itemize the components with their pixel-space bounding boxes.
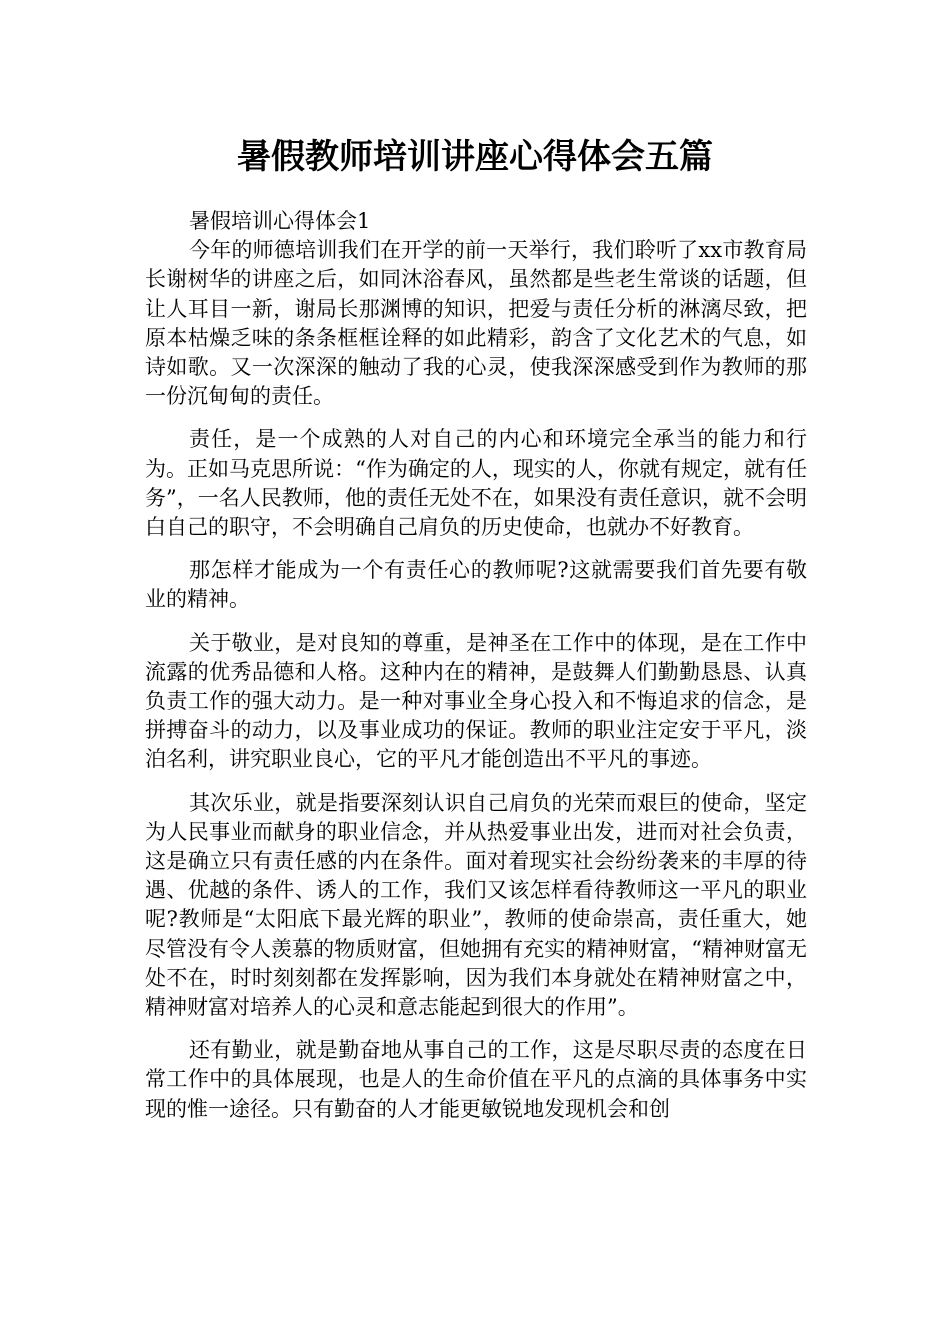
paragraph-6: 还有勤业，就是勤奋地从事自己的工作，这是尽职尽责的态度在日常工作中的具体展现，也是人的生命价值在平凡的点滴的具体事务中实现的惟一途径。只有勤奋的人才能更敏锐地发现机会和创	[145, 1038, 807, 1121]
paragraph-3: 那怎样才能成为一个有责任心的教师呢?这就需要我们首先要有敬业的精神。	[145, 558, 807, 612]
paragraph-1: 今年的师德培训我们在开学的前一天举行，我们聆听了xx市教育局长谢树华的讲座之后，如同沐浴春风，虽然都是些老生常谈的话题，但让人耳目一新，谢局长那渊博的知识，把爱与责任分析的淋漓尽致，把原本枯燥乏味的条条框框诠释的如此精彩，韵含了文化艺术的气息，如诗如歌。又一次深深的触动了我的心灵，使我深深感受到作为教师的那一份沉甸甸的责任。	[145, 238, 807, 409]
paragraph-2: 责任，是一个成熟的人对自己的内心和环境完全承当的能力和行为。正如马克思所说：“作为确定的人，现实的人，你就有规定，就有任务”，一名人民教师，他的责任无处不在，如果没有责任意识，就不会明白自己的职守，不会明确自己肩负的历史使命，也就办不好教育。	[145, 427, 807, 540]
section-heading: 暑假培训心得体会1	[189, 209, 371, 233]
paragraph-5: 其次乐业，就是指要深刻认识自己肩负的光荣而艰巨的使命，坚定为人民事业而献身的职业信念，并从热爱事业出发，进而对社会负责，这是确立只有责任感的内在条件。面对着现实社会纷纷袭来的丰厚的待遇、优越的条件、诱人的工作，我们又该怎样看待教师这一平凡的职业呢?教师是“太阳底下最光辉的职业”，教师的使命崇高，责任重大，她尽管没有令人羡慕的物质财富，但她拥有充实的精神财富，“精神财富无处不在，时时刻刻都在发挥影响，因为我们本身就处在精神财富之中，精神财富对培养人的心灵和意志能起到很大的作用”。	[145, 790, 807, 1020]
document-body	[145, 207, 807, 1138]
document-title: 暑假教师培训讲座心得体会五篇	[237, 137, 713, 177]
paragraph-4: 关于敬业，是对良知的尊重，是神圣在工作中的体现，是在工作中流露的优秀品德和人格。这种内在的精神，是鼓舞人们勤勤恳恳、认真负责工作的强大动力。是一种对事业全身心投入和不悔追求的信念，是拼搏奋斗的动力，以及事业成功的保证。教师的职业注定安于平凡，淡泊名利，讲究职业良心，它的平凡才能创造出不平凡的事迹。	[145, 630, 807, 772]
